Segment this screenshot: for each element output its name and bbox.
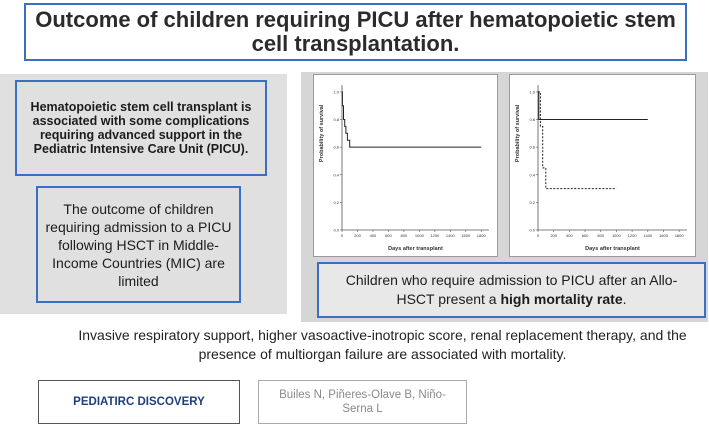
x-tick-label: 1400: [643, 233, 653, 238]
y-tick-label: 0.2: [529, 199, 535, 205]
x-tick-label: 1600: [461, 233, 471, 238]
y-axis-label: Probability of survival: [319, 104, 325, 163]
y-tick-label: 1.0: [333, 89, 339, 95]
y-tick-label: 1.0: [529, 89, 535, 95]
conclusion-text: Children who require admission to PICU after an Allo-HSCT present a: [345, 272, 678, 307]
x-tick-label: 400: [566, 233, 573, 238]
y-tick-label: 0.8: [333, 117, 339, 123]
y-tick-label: 0.0: [333, 227, 339, 233]
y-tick-label: 0.4: [529, 172, 535, 178]
finding-text: Invasive respiratory support, higher vasoactive-inotropic score, renal replacement therapy, and the presence of multiorgan failure are associated with mortality.: [78, 327, 687, 362]
conclusion-highlight: high mortality rate: [500, 291, 623, 307]
survival-curve-dashed: [538, 92, 616, 189]
journal-label: PEDIATIRC DISCOVERY: [38, 380, 240, 424]
x-tick-label: 1800: [674, 233, 684, 238]
x-tick-label: 800: [597, 233, 605, 238]
title-box: [24, 3, 687, 61]
y-axis-label: Probability of survival: [515, 104, 521, 163]
survival-plot-2: [509, 74, 696, 257]
x-axis-label: Days after transplant: [388, 246, 443, 252]
survival-curve-solid: [538, 92, 648, 120]
survival-chart-2: [510, 75, 695, 256]
x-tick-label: 0: [340, 233, 344, 238]
conclusion-box: [317, 262, 706, 318]
y-tick-label: 0.6: [333, 144, 339, 150]
y-tick-label: 0.0: [529, 227, 535, 233]
survival-chart-1: [314, 75, 497, 256]
authors-label: Builes N, Piñeres-Olave B, Niño-Serna L: [258, 380, 467, 424]
page-title: Outcome of children requiring PICU after hematopoietic stem cell transplantation.: [35, 7, 676, 56]
x-tick-label: 200: [550, 233, 558, 238]
y-tick-label: 0.6: [529, 144, 535, 150]
survival-plot-1: [313, 74, 498, 257]
x-tick-label: 1200: [430, 233, 440, 238]
conclusion-suffix: .: [622, 291, 627, 307]
x-tick-label: 1000: [414, 233, 424, 238]
x-axis-label: Days after transplant: [585, 246, 640, 252]
x-tick-label: 1200: [627, 233, 637, 238]
y-tick-label: 0.2: [333, 199, 339, 205]
x-tick-label: 1000: [611, 233, 621, 238]
x-tick-label: 600: [385, 233, 392, 238]
gap-box: The outcome of children requiring admission to a PICU following HSCT in Middle-Income Countries (MIC) are limited: [36, 186, 241, 303]
x-tick-label: 1600: [659, 233, 668, 238]
x-tick-label: 400: [369, 233, 377, 238]
background-box: Hematopoietic stem cell transplant is associated with some complications requiring advanced support in the Pediatric Intensive Care Unit (PICU).: [15, 80, 267, 176]
x-tick-label: 600: [581, 233, 589, 238]
x-tick-label: 200: [354, 233, 361, 238]
x-tick-label: 1800: [476, 233, 486, 238]
y-tick-label: 0.4: [333, 172, 339, 178]
x-tick-label: 1400: [445, 233, 455, 238]
x-tick-label: 800: [400, 233, 408, 238]
y-tick-label: 0.8: [529, 117, 535, 123]
x-tick-label: 0: [536, 233, 540, 238]
survival-curve-solid: [342, 92, 481, 147]
